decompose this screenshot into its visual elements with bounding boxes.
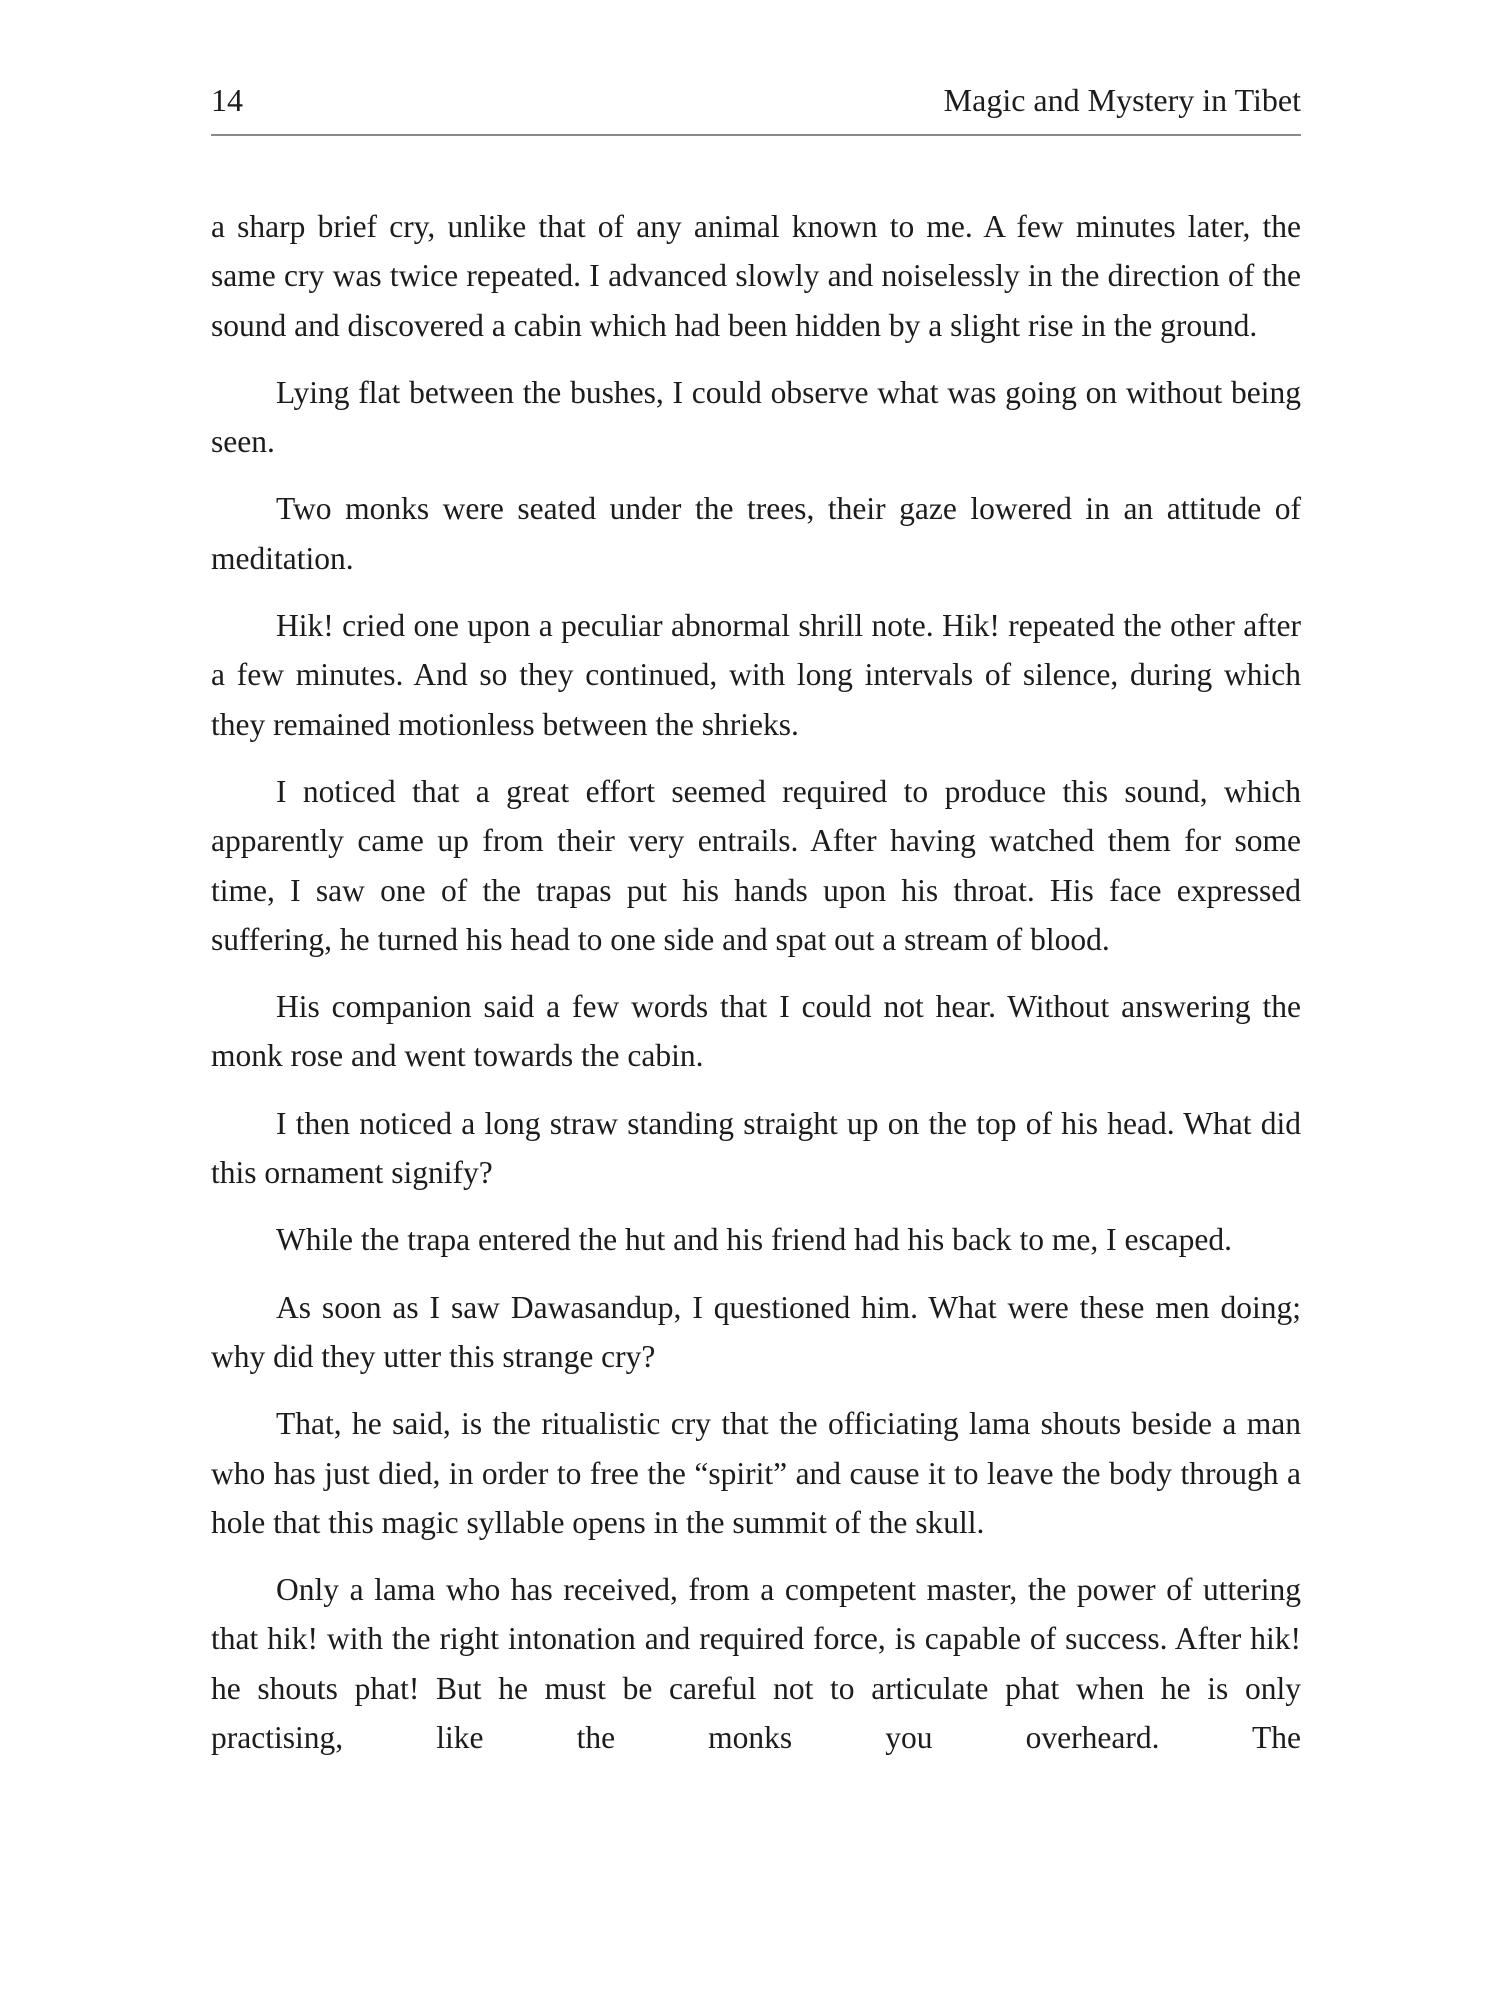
paragraph: I then noticed a long straw standing straight up on the top of his head. What did this ornament signify? (211, 1105, 1301, 1191)
body-text (211, 202, 1301, 1762)
paragraph: Only a lama who has received, from a competent master, the power of uttering that hik! with the right intonation and required force, is capable of success. After hik! he shouts phat! But he must be careful not to articulate phat when he is only practising, like the monks you overheard. The (211, 1572, 1301, 1756)
book-title: Magic and Mystery in Tibet (943, 82, 1301, 118)
header-rule (211, 134, 1301, 136)
running-head (211, 80, 1301, 130)
paragraph: I noticed that a great effort seemed required to produce this sound, which apparently came up from their very entrails. After having watched them for some time, I saw one of the trapas put his hands upon his throat. His face expressed suffering, he turned his head to one side and spat out a stream of blood. (211, 773, 1301, 957)
paragraph: That, he said, is the ritualistic cry that the officiating lama shouts beside a man who has just died, in order to free the “spirit” and cause it to leave the body through a hole that this magic syllable opens in the summit of the skull. (211, 1406, 1301, 1540)
page-number: 14 (211, 82, 243, 118)
paragraph: While the trapa entered the hut and his friend had his back to me, I escaped. (276, 1222, 1233, 1258)
book-page (211, 0, 1301, 2000)
paragraph: Lying flat between the bushes, I could observe what was going on without being seen. (211, 374, 1301, 460)
paragraph: His companion said a few words that I could not hear. Without answering the monk rose and went towards the cabin. (211, 989, 1301, 1074)
paragraph: Two monks were seated under the trees, their gaze lowered in an attitude of meditation. (211, 491, 1301, 576)
paragraph: As soon as I saw Dawasandup, I questioned him. What were these men doing; why did they utter this strange cry? (211, 1289, 1301, 1374)
paragraph: a sharp brief cry, unlike that of any animal known to me. A few minutes later, the same cry was twice repeated. I advanced slowly and noiselessly in the direction of the sound and discovered a cabin which had been hidden by a slight rise in the ground. (211, 209, 1301, 343)
paragraph: Hik! cried one upon a peculiar abnormal shrill note. Hik! repeated the other after a few minutes. And so they continued, with long intervals of silence, during which they remained motionless between the shrieks. (211, 608, 1301, 742)
